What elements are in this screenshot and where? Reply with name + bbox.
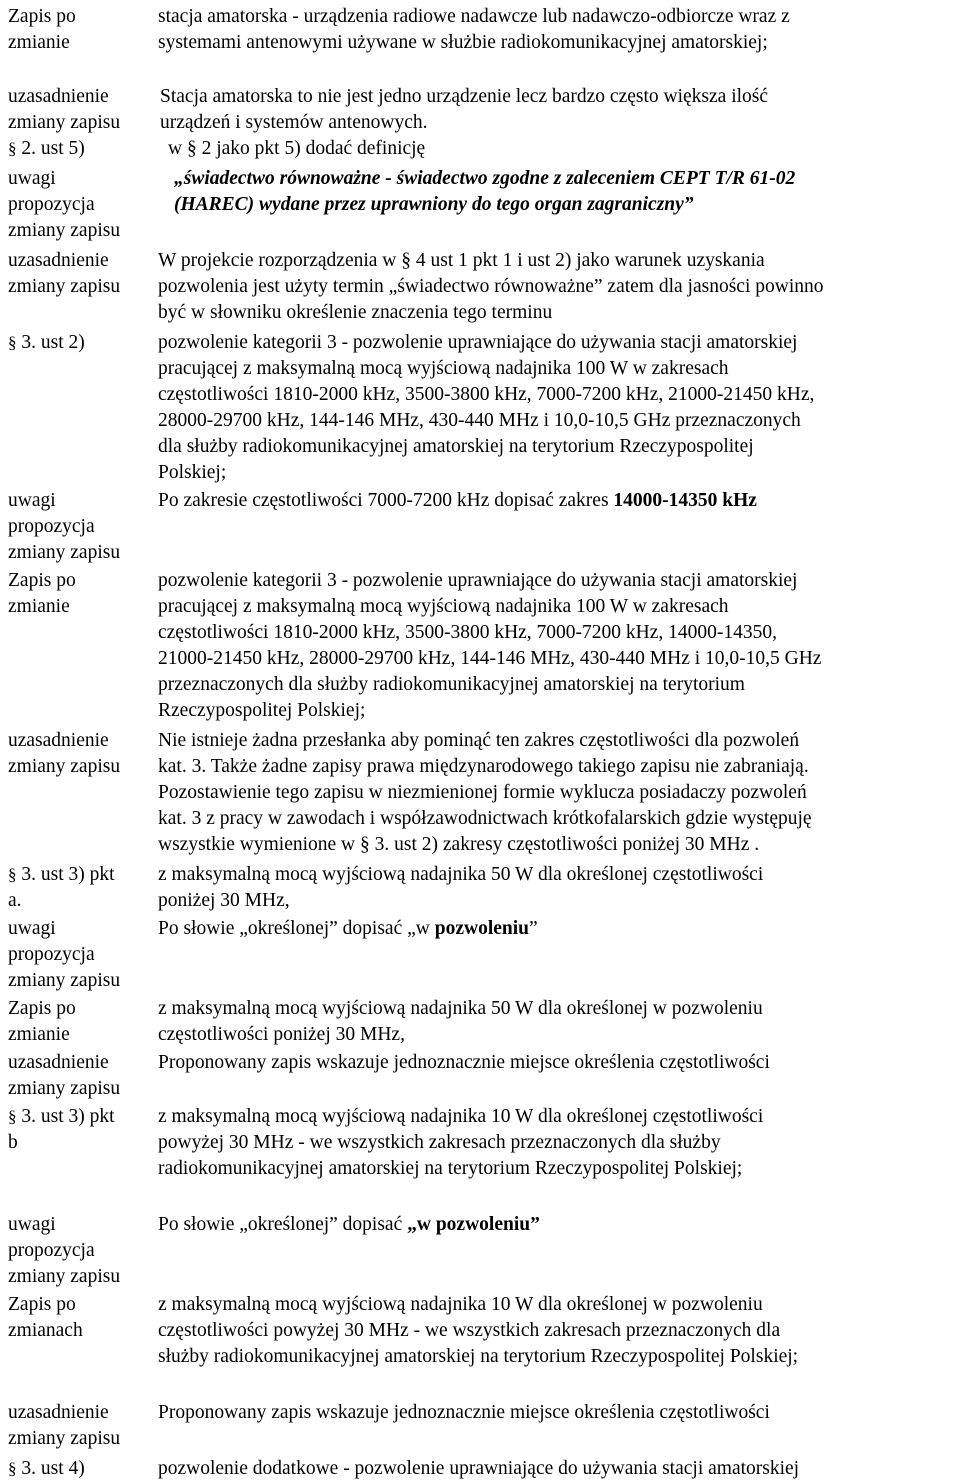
content-text-suffix: ” [529, 918, 538, 939]
row-label [8, 136, 150, 162]
content-text: Po zakresie częstotliwości 7000-7200 kHz dopisać zakres [158, 490, 614, 511]
row-label: uzasadnienie zmiany zapisu [8, 1052, 121, 1099]
content-bold-text: pozwoleniu [434, 918, 529, 939]
section-ref: 3. ust 3) pkt b [8, 1106, 115, 1153]
row-label: Zapis po zmianach [8, 1294, 83, 1341]
row-label: uwagi propozycja zmiany zapisu [8, 918, 121, 991]
row-content: z maksymalną mocą wyjściową nadajnika 50 W dla określonej w pozwoleniu częstotliwości poniżej 30 MHz, [158, 998, 763, 1045]
row-label: Zapis po zmianie [8, 570, 76, 617]
content-bold-text: 14000-14350 kHz [613, 490, 757, 511]
row-content: pozwolenie dodatkowe - pozwolenie uprawniające do używania stacji amatorskiej [158, 1458, 800, 1479]
row-label: Zapis po zmianie [8, 998, 76, 1045]
row-label [8, 1104, 150, 1156]
row-content: Stacja amatorska to nie jest jedno urządzenie lecz bardzo często większa ilość urządzeń i systemów antenowych. [160, 86, 769, 133]
row-content: „świadectwo równoważne - świadectwo zgodne z zaleceniem CEPT T/R 61-02 (HAREC) wydane przez uprawniony do tego organ zagraniczny” [174, 168, 796, 215]
section-ref: 3. ust 3) pkt a. [8, 864, 115, 911]
row-label: uzasadnienie zmiany zapisu [8, 86, 121, 133]
row-label: uwagi propozycja zmiany zapisu [8, 168, 121, 241]
content-text: Po słowie „określonej” dopisać [158, 1214, 408, 1235]
content-text: Po słowie „określonej” dopisać „w [158, 918, 435, 939]
row-content [158, 488, 958, 514]
content-text: w § 2 jako pkt 5) dodać definicję [168, 138, 426, 159]
row-label: uzasadnienie zmiany zapisu [8, 1402, 121, 1449]
row-content: Nie istnieje żadna przesłanka aby pominąć ten zakres częstotliwości dla pozwoleń kat. 3. Także żadne zapisy prawa międzynarodowego takiego zapisu nie zabraniają. Pozostawienie tego zapisu w niezmienionej formie wyklucza posiadaczy pozwoleń kat. 3 z pracy w zawodach i współzawodnictwach krótkofalarskich gdzie występuję wszystkie wymienione w § 3. ust 2) zakresy częstotliwości poniżej 30 MHz . [158, 730, 812, 855]
row-content: pozwolenie kategorii 3 - pozwolenie uprawniające do używania stacji amatorskiej pracującej z maksymalną mocą wyjściową nadajnika 100 W w zakresach częstotliwości 1810-2000 kHz, 3500-3800 kHz, 7000-7200 kHz, 14000-14350, 21000-21450 kHz, 28000-29700 kHz, 144-146 MHz, 430-440 MHz i 10,0-10,5 GHz przeznaczonych dla służby radiokomunikacyjnej amatorskiej na terytorium Rzeczypospolitej Polskiej; [158, 570, 822, 721]
section-sign: § [8, 1459, 17, 1478]
row-label: Zapis po zmianie [8, 6, 76, 53]
row-content: z maksymalną mocą wyjściową nadajnika 10 W dla określonej częstotliwości powyżej 30 MHz - we wszystkich zakresach przeznaczonych dla służby radiokomunikacyjnej amatorskiej na terytorium Rzeczypospolitej Polskiej; [158, 1106, 764, 1179]
row-content: W projekcie rozporządzenia w § 4 ust 1 pkt 1 i ust 2) jako warunek uzyskania pozwolenia jest użyty termin „świadectwo równoważne” zatem dla jasności powinno być w słowniku określenie znaczenia tego terminu [158, 250, 824, 323]
row-label: uwagi propozycja zmiany zapisu [8, 490, 121, 563]
row-label [8, 1456, 150, 1482]
row-content: Proponowany zapis wskazuje jednoznacznie miejsce określenia częstotliwości [158, 1052, 770, 1073]
row-content: z maksymalną mocą wyjściową nadajnika 10 W dla określonej w pozwoleniu częstotliwości powyżej 30 MHz - we wszystkich zakresach przeznaczonych dla służby radiokomunikacyjnej amatorskiej na terytorium Rzeczypospolitej Polskiej; [158, 1294, 799, 1367]
row-label [8, 862, 150, 914]
row-content [158, 1212, 958, 1238]
section-sign: § [8, 1107, 17, 1126]
row-content [168, 136, 958, 162]
row-content: stacja amatorska - urządzenia radiowe nadawcze lub nadawczo-odbiorcze wraz z systemami antenowymi używane w służbie radiokomunikacyjnej amatorskiej; [158, 6, 790, 53]
section-ref: 2. ust 5) [21, 138, 85, 159]
row-content: Proponowany zapis wskazuje jednoznacznie miejsce określenia częstotliwości [158, 1402, 770, 1423]
section-sign: § [8, 333, 17, 352]
row-label: uzasadnienie zmiany zapisu [8, 730, 121, 777]
row-content: z maksymalną mocą wyjściową nadajnika 50 W dla określonej częstotliwości poniżej 30 MHz, [158, 864, 764, 911]
section-sign: § [8, 865, 17, 884]
row-content [158, 916, 958, 942]
content-bold-text: „w pozwoleniu” [407, 1214, 540, 1235]
section-ref: 3. ust 2) [21, 332, 85, 353]
row-label: uwagi propozycja zmiany zapisu [8, 1214, 121, 1287]
row-label [8, 330, 150, 356]
row-label: uzasadnienie zmiany zapisu [8, 250, 121, 297]
section-ref: 3. ust 4) [21, 1458, 85, 1479]
row-content: pozwolenie kategorii 3 - pozwolenie uprawniające do używania stacji amatorskiej pracującej z maksymalną mocą wyjściową nadajnika 100 W w zakresach częstotliwości 1810-2000 kHz, 3500-3800 kHz, 7000-7200 kHz, 21000-21450 kHz, 28000-29700 kHz, 144-146 MHz, 430-440 MHz i 10,0-10,5 GHz przeznaczonych dla służby radiokomunikacyjnej amatorskiej na terytorium Rzeczypospolitej Polskiej; [158, 332, 815, 483]
section-sign: § [8, 139, 17, 158]
